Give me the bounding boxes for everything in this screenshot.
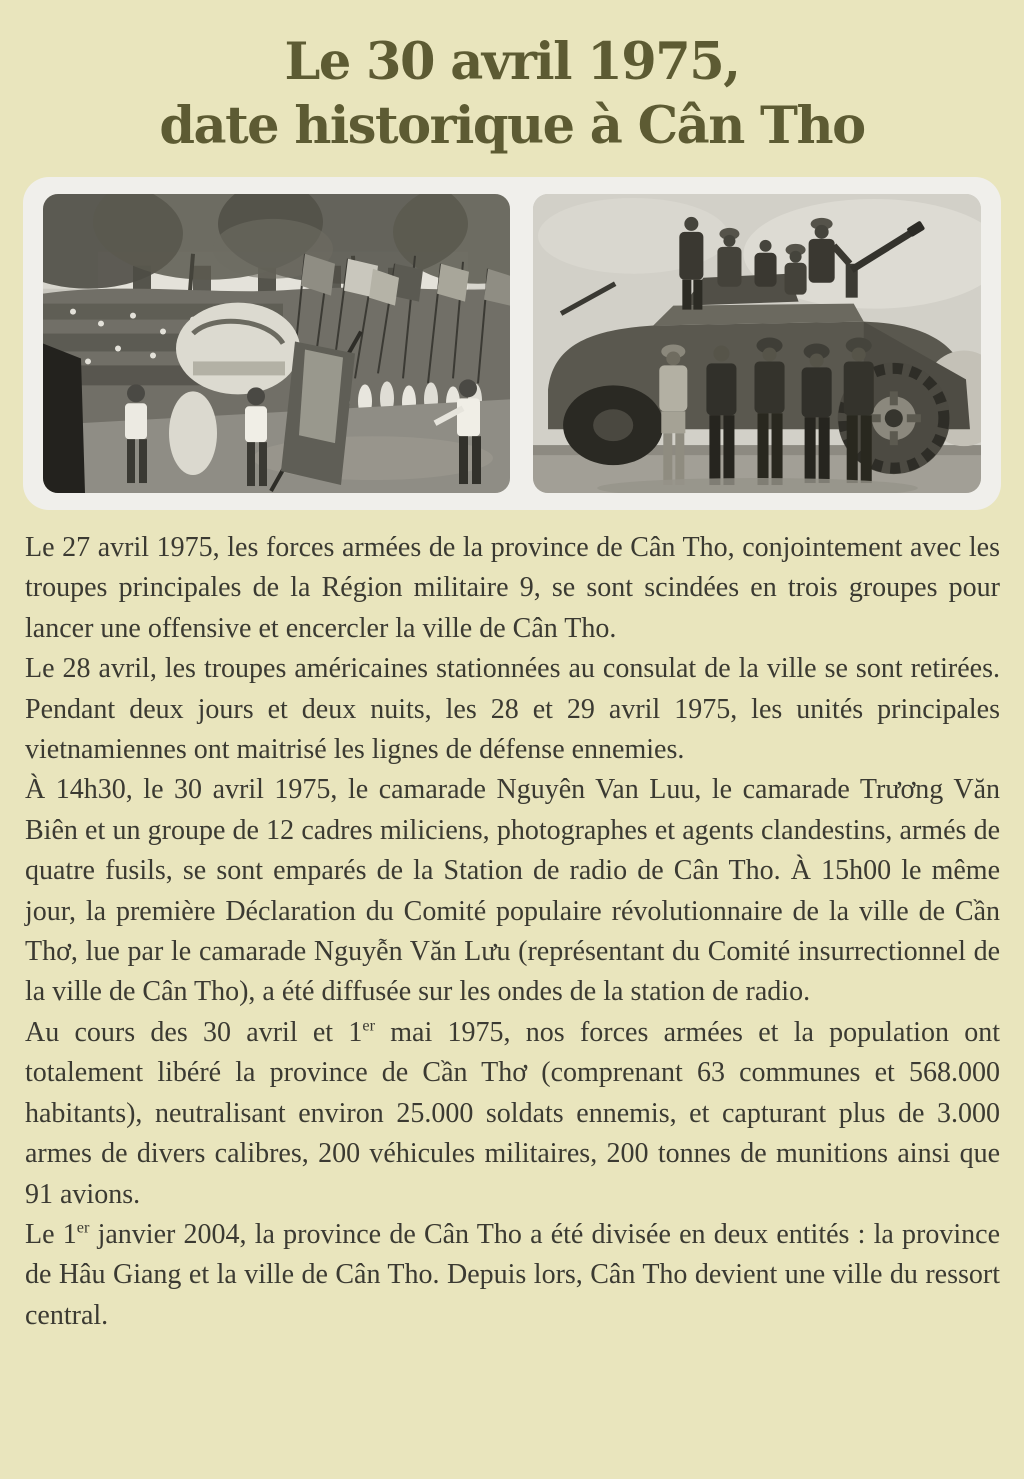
paragraph: Au cours des 30 avril et 1er mai 1975, nos forces armées et la population ont totalement libéré la province de Cần Thơ (comprenant 63 communes et 568.000 habitants), neutralisant environ 25.000 soldats ennemis, et capturant plus de 3.000 armes de divers calibres, 200 véhicules militaires, 200 tonnes de munitions ainsi que 91 avions. (25, 1016, 1001, 1210)
paragraph: Le 27 avril 1975, les forces armées de la province de Cân Tho, conjointement avec les troupes principales de la Région militaire 9, se sont scindées en trois groupes pour lancer une offensive et encercler la ville de Cân Tho. (25, 532, 1000, 644)
page-title (0, 30, 1024, 158)
paragraph: À 14h30, le 30 avril 1975, le camarade Nguyên Van Luu, le camarade Trương Văn Biên et un groupe de 12 cadres miliciens, photographes et agents clandestins, armés de quatre fusils, se sont emparés de la Station de radio de Cân Tho. À 15h00 le même jour, la première Déclaration du Comité populaire révolutionnaire de la ville de Cần Thơ, lue par le camarade Nguyễn Văn Lưu (représentant du Comité insurrectionnel de la ville de Cân Tho), a été diffusée sur les ondes de la station de radio. (25, 774, 1000, 1008)
photo-armored-vehicle (533, 194, 981, 493)
document-page (0, 30, 1024, 1479)
title-line-1: Le 30 avril 1975, (284, 32, 740, 92)
parade-photo-illustration (43, 194, 510, 493)
paragraph: Le 28 avril, les troupes américaines stationnées au consulat de la ville se sont retirées. Pendant deux jours et deux nuits, les 28 et 29 avril 1975, les unités principales vietnamiennes ont maitrisé les lignes de défense ennemies. (25, 653, 1000, 766)
article (25, 528, 1000, 1336)
armored-vehicle-photo-illustration (533, 194, 981, 493)
photo-card (23, 177, 1001, 510)
ordinal-superscript: er (362, 1016, 375, 1035)
photo-parade (43, 194, 510, 493)
ordinal-superscript: er (76, 1218, 90, 1237)
paragraph: Le 1er janvier 2004, la province de Cân Tho a été divisée en deux entités : la province de Hâu Giang et la ville de Cân Tho. Depuis lors, Cân Tho devient une ville du ressort central. (25, 1218, 1001, 1331)
title-line-2: date historique à Cân Tho (159, 96, 865, 156)
